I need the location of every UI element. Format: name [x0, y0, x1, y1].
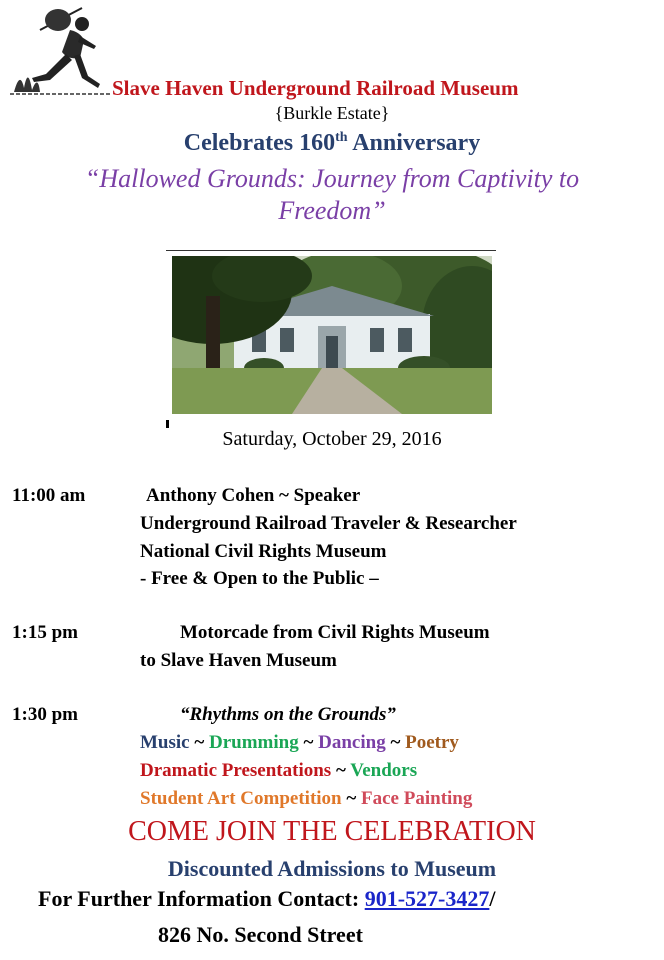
schedule-time-2: 1:15 pm — [12, 622, 78, 643]
phone-link[interactable]: 901-527-3427 — [364, 886, 490, 911]
activity-dancing: Dancing — [318, 732, 386, 753]
schedule-line: Underground Railroad Traveler & Researcher — [140, 513, 517, 534]
event-date: Saturday, October 29, 2016 — [222, 428, 442, 450]
schedule-line: Anthony Cohen ~ Speaker — [146, 485, 361, 506]
burkle-estate-house-photo — [172, 256, 492, 414]
schedule-line: - Free & Open to the Public – — [140, 568, 379, 589]
come-join-cta: COME JOIN THE CELEBRATION — [128, 816, 536, 847]
schedule-line: National Civil Rights Museum — [140, 541, 387, 562]
activity-drumming: Drumming — [209, 732, 299, 753]
activity-face-painting: Face Painting — [361, 788, 473, 809]
activities-row-1 — [140, 732, 459, 754]
photo-corner-mark — [166, 420, 169, 428]
separator: ~ — [189, 732, 209, 753]
anniversary-heading — [0, 130, 664, 157]
estate-name: {Burkle Estate} — [274, 103, 390, 123]
activities-row-2 — [140, 760, 417, 782]
address: 826 No. Second Street — [158, 922, 363, 947]
anniversary-suffix: Anniversary — [347, 130, 481, 156]
activity-vendors: Vendors — [350, 760, 418, 781]
contact-label: For Further Information Contact: — [38, 886, 365, 911]
discount-note: Discounted Admissions to Museum — [167, 856, 497, 881]
activity-dramatic-presentations: Dramatic Presentations — [140, 760, 332, 781]
photo-top-rule — [166, 250, 496, 251]
theme-line-2: Freedom” — [278, 196, 386, 225]
schedule-time-3: 1:30 pm — [12, 704, 78, 725]
activities-row-3 — [140, 788, 472, 810]
anniversary-prefix: Celebrates 160 — [183, 130, 336, 156]
anniversary-ordinal: th — [335, 130, 348, 145]
rhythms-title: “Rhythms on the Grounds” — [180, 704, 396, 725]
schedule-line: Motorcade from Civil Rights Museum — [180, 622, 490, 643]
schedule-line: to Slave Haven Museum — [140, 650, 337, 671]
separator: ~ — [331, 760, 351, 781]
activity-poetry: Poetry — [405, 732, 459, 753]
separator: ~ — [298, 732, 319, 753]
separator: ~ — [385, 732, 406, 753]
separator: ~ — [341, 788, 362, 809]
contact-line — [38, 886, 495, 912]
schedule-time-1: 11:00 am — [12, 485, 86, 506]
activity-music: Music — [140, 732, 190, 753]
fugitive-runner-icon — [10, 0, 110, 100]
phone-suffix: / — [489, 886, 496, 911]
activity-student-art: Student Art Competition — [140, 788, 342, 809]
theme-line-1: “Hallowed Grounds: Journey from Captivity to — [84, 164, 580, 193]
museum-name: Slave Haven Underground Railroad Museum — [112, 76, 519, 100]
